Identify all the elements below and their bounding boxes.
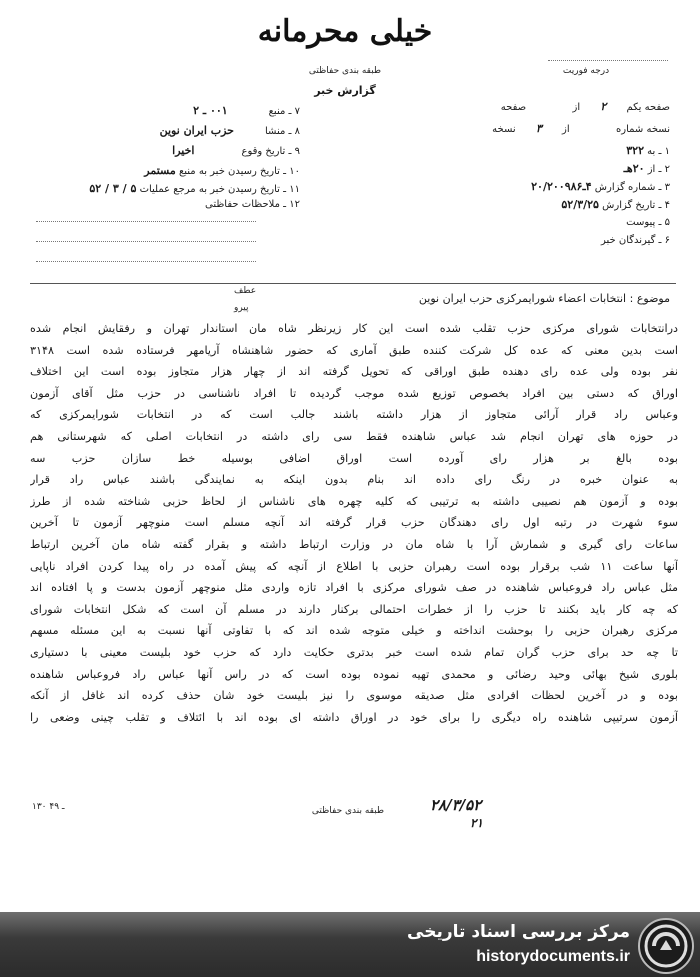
margin-note-ref: عطف bbox=[234, 286, 257, 296]
left-field-11: ۱۱ ـ تاریخ رسیدن خبر به مرجع عملیات ۵ / ۳ / ۵۲ bbox=[89, 182, 300, 195]
field-value: ۵۲/۳/۲۵ bbox=[561, 198, 599, 211]
body-line: بوده و آزمون هم نصیبی داشته به ترتیبی که کلیه چهره های ناشناس از لحاظ حزبی شناخته شده از طرز bbox=[30, 494, 678, 508]
bottom-classification: طبقه بندی حفاظتی bbox=[311, 806, 385, 816]
copy-word: نسخه bbox=[492, 124, 516, 135]
field-value: مستمر bbox=[144, 164, 176, 177]
page-row bbox=[420, 100, 670, 114]
body-line: به عنوان خبره در رنگ رای داده اند بنام بدون اینکه به نمایندگی باشند عباس راد قرار bbox=[30, 473, 678, 487]
field-number: ۲ bbox=[664, 164, 670, 175]
field-number: ۸ bbox=[294, 126, 300, 137]
body-line: وعباس راد قرار آرائی متجاوز از هزار داشته باشند جالب است که در انتخابات شورایمرکزی که bbox=[30, 408, 678, 422]
field-number: ۱۰ bbox=[289, 166, 300, 177]
body-line: مرکزی رهبران حزبی را بوحشت انداخته و خیلی متوجه شده اند که با تفاوتی آنها نسبت به این مسئله مسهم bbox=[30, 624, 678, 638]
body-line: آزمون سرتیپی شاهنده راه دیگری را برای خود در اوراق داشته ای بوده اند با ائتلاف و تقلب چینی وضعی را bbox=[30, 710, 678, 724]
field-label: تاریخ گزارش bbox=[602, 200, 656, 211]
copy-row bbox=[420, 122, 670, 136]
blank-line bbox=[36, 220, 256, 222]
body-line: در حوزه های تهران انجام شد عباس شاهنده فقط سی رای داشته در انتخابات اصلی که شهرستانی هم bbox=[30, 429, 678, 443]
right-field-2: ۲ ـ از ۲۰هـ bbox=[623, 162, 670, 175]
field-label: تاریخ رسیدن خبر به مرجع عملیات bbox=[139, 184, 280, 195]
page-from: از bbox=[572, 102, 581, 113]
body-line: ساعات رای گیری و شمارش آرا با شاه مان در وزارت ارتباط داشته و بقرار گفته شاه مان آخرین ارتباط bbox=[30, 537, 678, 551]
right-field-1: ۱ ـ به ۳۲۲ bbox=[626, 144, 670, 157]
field-value: ۳۲۲ bbox=[626, 144, 644, 157]
margin-note-follow: پیرو bbox=[234, 303, 249, 313]
classification-stamp: خیلی محرمانه bbox=[257, 14, 433, 49]
body-line: اوراق که دستی بین افراد بخصوص توزیع شده موجب گردیده تا افراد ناشناسی در حزب مثل آقای آزمون bbox=[30, 386, 678, 400]
subject-line: موضوع : انتخابات اعضاء شورایمرکزی حزب ایران نوین bbox=[418, 292, 670, 305]
field-label: منبع bbox=[268, 106, 286, 117]
body-line: درانتخابات شورای مرکزی حزب تقلب شده است این کار زیرنظر شاه مان استاندار تهران و رفقایش انجام شده bbox=[30, 322, 678, 335]
field-value: حزب ایران نوین bbox=[159, 124, 234, 137]
field-label: از bbox=[647, 164, 656, 175]
header-divider bbox=[30, 283, 676, 284]
blank-line bbox=[36, 260, 256, 262]
right-field-5: ۵ ـ پیوست bbox=[626, 217, 670, 228]
left-field-9: ۹ ـ تاریخ وقوع اخیرا bbox=[30, 144, 300, 158]
priority-label: درجه فوریت bbox=[562, 66, 610, 76]
field-value: اخیرا bbox=[172, 144, 195, 157]
priority-line bbox=[548, 60, 668, 61]
field-number: ۴ bbox=[664, 200, 670, 211]
body-line: سوء شهرت در رتبه اول رای دهندگان حزب قرار گرفته اند آنچه مسلم است منوچهر آزمون تا آخرین bbox=[30, 516, 678, 530]
left-field-10: ۱۰ ـ تاریخ رسیدن خبر به منبع مستمر bbox=[144, 164, 300, 177]
field-label: ملاحظات حفاظتی bbox=[205, 199, 280, 210]
body-line: است بدین معنی که عده کل شرکت کننده طبق آماری که حضور شاهنشاه آریامهر فرستاده شده است ۳۱۴۸ bbox=[30, 343, 678, 357]
right-field-4: ۴ ـ تاریخ گزارش ۵۲/۳/۲۵ bbox=[561, 198, 670, 211]
field-label: تاریخ وقوع bbox=[241, 146, 286, 157]
field-label: به bbox=[647, 146, 656, 157]
form-code: ۱۳۰ ـ ۴۹ bbox=[32, 802, 65, 812]
field-number: ۹ bbox=[294, 146, 300, 157]
body-line: مثل عباس راد فروعباس شاهنده در صف شورای مرکزی با افراد تازه واردی مثل منوچهر آزمون بدست و پا افتاده اند bbox=[30, 581, 678, 595]
field-number: ۵ bbox=[664, 217, 670, 228]
field-label: منشا bbox=[264, 126, 286, 137]
handwritten-sub: ۲۱ bbox=[470, 816, 483, 830]
body-line: تا چه حد برای حزب گران تمام شده است خبر بدتری حکایت دارد که حزب خود بلیست معینی با دستیاری bbox=[30, 645, 678, 659]
field-label: پیوست bbox=[626, 217, 656, 228]
report-title: گزارش خبر bbox=[314, 84, 376, 97]
archive-name: مرکز بررسی اسناد تاریخی bbox=[407, 922, 630, 942]
left-field-7: ۷ ـ منبع ۰۰۱ ـ ۲ bbox=[30, 104, 300, 118]
page-word: صفحه bbox=[500, 102, 527, 113]
copy-from: از bbox=[562, 124, 570, 135]
copy-label: نسخه شماره bbox=[616, 124, 670, 135]
field-number: ۱ bbox=[664, 146, 670, 157]
classification-caption: طبقه بندی حفاظتی bbox=[308, 66, 382, 76]
field-number: ۱۲ bbox=[289, 199, 300, 210]
page-total: ۲ bbox=[600, 100, 607, 113]
subject-label: موضوع bbox=[636, 292, 670, 305]
subject-text: انتخابات اعضاء شورایمرکزی حزب ایران نوین bbox=[418, 292, 627, 305]
field-value: ۴ـ۲۰/۲۰۰۹۸۶ bbox=[531, 180, 592, 193]
field-value: ۲۰هـ bbox=[623, 162, 645, 175]
field-number: ۱۱ bbox=[289, 184, 300, 195]
field-label: شماره گزارش bbox=[594, 182, 656, 193]
handwritten-date: ۲۸/۳/۵۲ bbox=[430, 796, 482, 814]
archive-website: historydocuments.ir bbox=[476, 948, 630, 965]
body-line: بوده بالغ بر هزار رای آورده است اوراق اضافی بوسیله خط سازان حزب سه bbox=[30, 451, 678, 465]
field-value: ۰۰۱ ـ ۲ bbox=[193, 104, 228, 117]
body-line: بوده و در آخرین لحظات افرادی مثل صدیقه موسوی را نیز بلیست خود شان حذف کرده اند غافل از آنکه bbox=[30, 689, 678, 703]
body-line: بلوری شیخ بهائی وحید رضائی و محمدی تهیه نموده بوده است که در راس آنها عباس راد فروعباس شاهنده bbox=[30, 667, 678, 681]
copy-total: ۳ bbox=[535, 122, 542, 135]
right-field-6: ۶ ـ گیرندگان خبر bbox=[600, 235, 670, 246]
body-line: که چه کار باید بکنند تا حزب را از خطرات احتمالی برکنار دارند در مسلم آن است که شکل انتخابات شورای bbox=[30, 602, 678, 616]
field-number: ۳ bbox=[664, 182, 670, 193]
report-body bbox=[30, 318, 678, 728]
field-value: ۵ / ۳ / ۵۲ bbox=[89, 182, 137, 195]
left-field-8: ۸ ـ منشا حزب ایران نوین bbox=[30, 124, 300, 138]
field-number: ۷ bbox=[294, 106, 300, 117]
left-field-12: ۱۲ ـ ملاحظات حفاظتی bbox=[205, 199, 300, 210]
blank-line bbox=[36, 240, 256, 242]
field-label: تاریخ رسیدن خبر به منبع bbox=[178, 166, 280, 177]
field-label: گیرندگان خبر bbox=[600, 235, 656, 246]
body-line: آنها ساعت ۱۱ شب برقرار بوده است رهبران حزبی با اطلاع از آنچه که پیش آمده در راه پیدا کردن افراد ناپایی bbox=[30, 559, 678, 573]
body-line: نفر بوده ولی عده رای دهنده طبق اوراقی که تحویل گرفته اند از چهار هزار متجاوز بوده است این اختلاف bbox=[30, 365, 678, 379]
archive-logo-icon bbox=[638, 918, 694, 974]
page-label: صفحه یکم bbox=[626, 102, 670, 113]
right-field-3: ۳ ـ شماره گزارش ۴ـ۲۰/۲۰۰۹۸۶ bbox=[531, 180, 670, 193]
field-number: ۶ bbox=[664, 235, 670, 246]
